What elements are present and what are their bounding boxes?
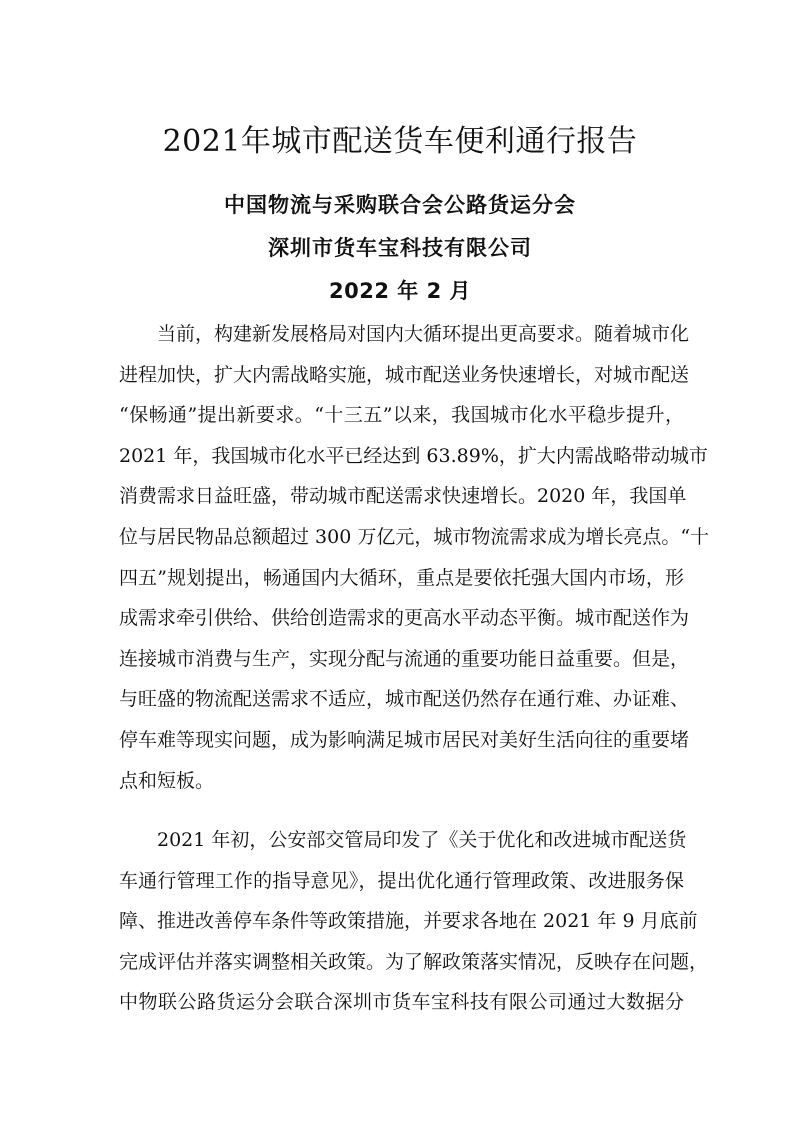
text-line: 当前，构建新发展格局对国内大循环提出更高要求。随着城市化: [157, 323, 690, 345]
text-line: 障、推进改善停车条件等政策措施，并要求各地在 2021 年 9 月底前: [119, 910, 698, 933]
organization-line-1: 中国物流与采购联合会公路货运分会: [224, 192, 576, 217]
organization-line-2: 深圳市货车宝科技有限公司: [268, 235, 532, 260]
paragraph-2: [119, 820, 709, 1023]
text-line: 2021 年，我国城市化水平已经达到 63.89%，扩大内需战略带动城市: [119, 444, 708, 467]
document-date: 2022 年 2 月: [329, 279, 471, 303]
text-line: 成需求牵引供给、供给创造需求的更高水平动态平衡。城市配送作为: [119, 607, 690, 630]
document-title: 2021年城市配送货车便利通行报告: [162, 124, 638, 159]
text-line: 完成评估并落实调整相关政策。为了解政策落实情况，反映存在问题，: [119, 950, 709, 973]
text-line: “保畅通”提出新要求。“十三五”以来，我国城市化水平稳步提升，: [119, 404, 684, 427]
text-line: 中物联公路货运分会联合深圳市货车宝科技有限公司通过大数据分: [119, 991, 684, 1014]
text-line: 停车难等现实问题，成为影响满足城市居民对美好生活向往的重要堵: [119, 728, 690, 751]
text-line: 四五”规划提出，畅通国内大循环，重点是要依托强大国内市场，形: [119, 566, 684, 589]
text-line: 消费需求日益旺盛，带动城市配送需求快速增长。2020 年，我国单: [119, 485, 687, 508]
text-line: 车通行管理工作的指导意见》，提出优化通行管理政策、改进服务保: [119, 869, 684, 892]
text-line: 点和短板。: [119, 769, 215, 792]
paragraph-1: [119, 314, 710, 801]
text-line: 2021 年初，公安部交管局印发了《关于优化和改进城市配送货: [157, 829, 687, 851]
text-line: 与旺盛的物流配送需求不适应，城市配送仍然存在通行难、办证难、: [119, 688, 690, 711]
text-line: 进程加快，扩大内需战略实施，城市配送业务快速增长，对城市配送: [119, 363, 690, 386]
text-line: 连接城市消费与生产，实现分配与流通的重要功能日益重要。但是，: [119, 647, 690, 670]
text-line: 位与居民物品总额超过 300 万亿元，城市物流需求成为增长亮点。“十: [119, 525, 710, 548]
